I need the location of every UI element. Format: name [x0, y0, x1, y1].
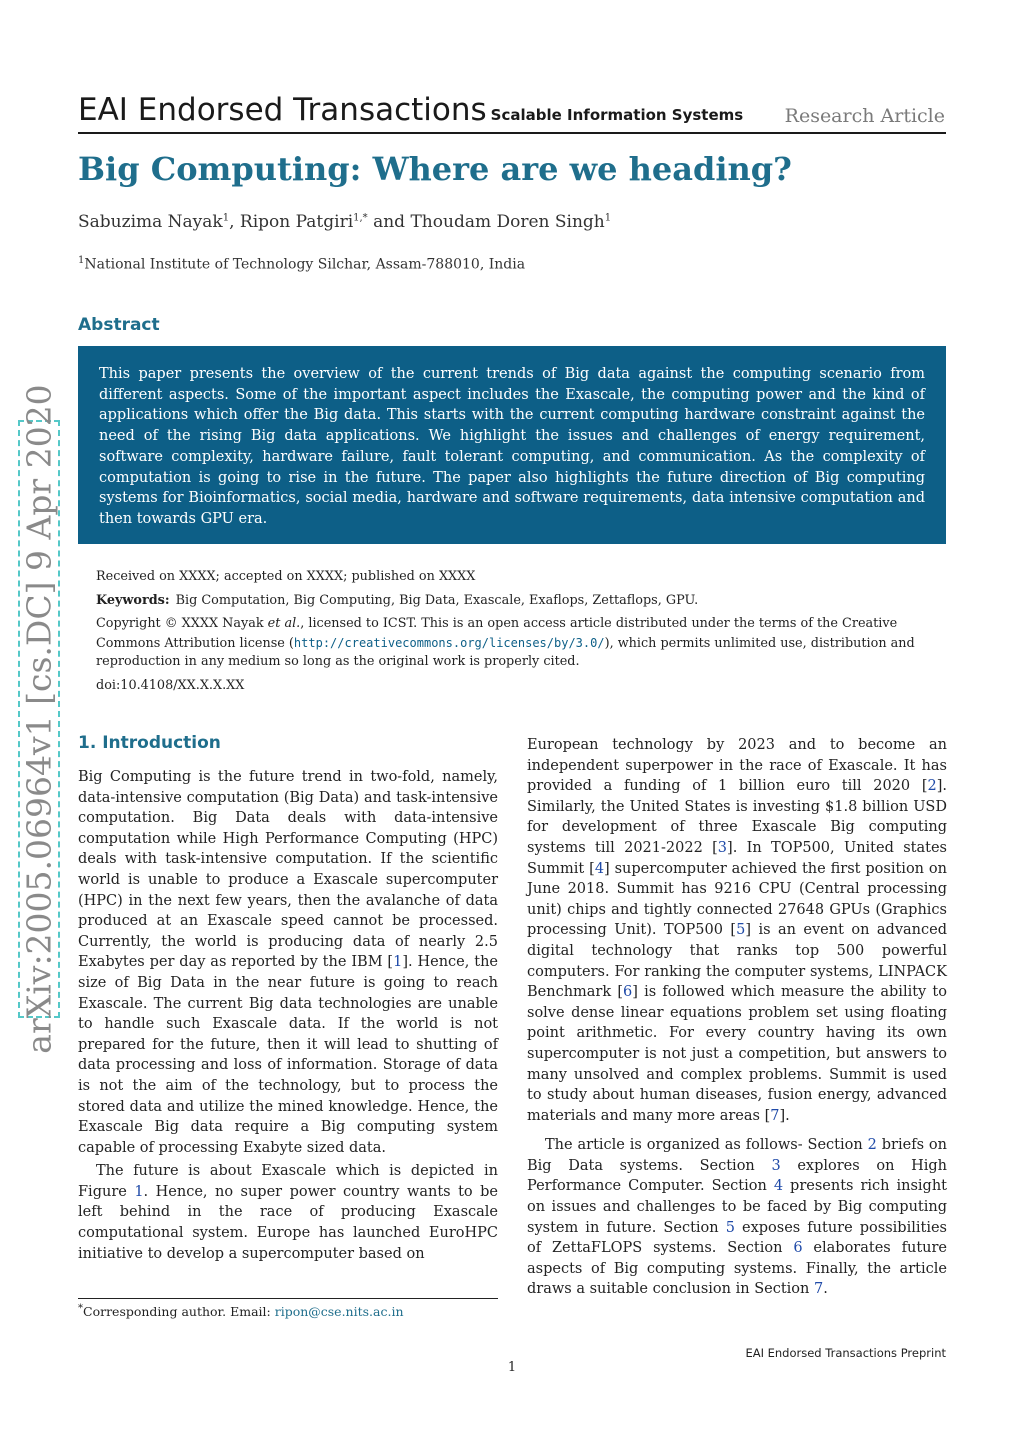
citation-link[interactable]: 1 [393, 954, 403, 971]
section-link[interactable]: 5 [725, 1219, 735, 1236]
section-link[interactable]: 2 [867, 1137, 877, 1154]
author-affil-mark: 1 [222, 212, 230, 224]
paragraph-text: ]. Hence, the size of Big Data in the near future is going to reach Exascale. The current Big data technologies are unable to handle such Exascale data. If the world is not prepared for the future, then it will lead to shutting of data processing and loss of information. Storage of data is not the aim of the technology, but to process the stored data and utilize the mined knowledge. Hence, the Exascale Big data require a Big computing system capable of processing Exabyte sized data. [78, 954, 498, 1156]
paragraph-text: Big Computing is the future trend in two-fold, namely, data-intensive computation (Big Data) and task-intensive computation. Big Data deals with data-intensive computation while High Performance Computing (HPC) deals with task-intensive computation. If the scientific world is unable to produce a Exascale supercomputer (HPC) in the next few years, then the avalanche of data produced at an Exascale speed cannot be processed. Currently, the world is producing data of nearly 2.5 Exabytes per day as reported by the IBM [ [78, 769, 498, 971]
footer-preprint: EAI Endorsed Transactions Preprint [745, 1346, 946, 1360]
article-meta [96, 568, 924, 700]
affiliation-mark: 1 [78, 255, 85, 266]
citation-link[interactable]: 7 [770, 1107, 780, 1124]
paragraph [527, 1135, 947, 1300]
paragraph-text: European technology by 2023 and to become an independent superpower in the race of Exascale. It has provided a funding of 1 billion euro till 2020 [ [527, 737, 947, 795]
paragraph [78, 1161, 498, 1264]
author-separator: and [367, 212, 411, 232]
arxiv-id: arXiv:2005.06964v1 [cs.DC] 9 Apr 2020 [19, 384, 59, 1054]
author-list [78, 212, 611, 232]
author-affil-mark: 1 [604, 212, 612, 224]
paragraph-text: ] is followed which measure the ability to solve dense linear equations problem set using floating point arithmetic. For every country having its own supercomputer is not just a competition, but answers to many unsolved and complex problems. Summit is used to study about human diseases, fusion energy, advanced materials and many more areas [ [527, 984, 947, 1124]
paragraph-text: ]. In TOP500, United states Summit [ [527, 839, 947, 877]
footnote-rule [78, 1298, 498, 1299]
citation-link[interactable]: 6 [623, 984, 633, 1001]
paragraph-text: ] is an event on advanced digital technology that ranks top 500 powerful computers. For ranking the computer systems, LINPACK Benchmark [ [527, 922, 947, 1001]
author-separator: , [229, 212, 240, 232]
author-name: Ripon Patgiri [239, 212, 354, 232]
section-heading-introduction: 1. Introduction [78, 733, 221, 753]
paragraph-text: ]. Similarly, the United States is investing $1.8 billion USD for development of three Exascale Big computing systems till 2021-2022 [ [527, 778, 947, 856]
citation-link[interactable]: 4 [594, 860, 605, 877]
received-line: Received on XXXX; accepted on XXXX; published on XXXX [96, 569, 476, 584]
keywords-line [96, 592, 924, 611]
doi-line: doi:10.4108/XX.X.X.XX [96, 677, 245, 693]
paragraph-text: The article is organized as follows- Section [545, 1137, 868, 1154]
journal-name: EAI Endorsed Transactions [78, 92, 487, 128]
section-link[interactable]: 4 [773, 1178, 784, 1195]
paragraph-text: ] supercomputer achieved the first position on June 2018. Summit has 9216 CPU (Central processing unit) chips and tightly connected 27648 GPUs (Graphics processing Unit). TOP500 [ [527, 860, 947, 939]
citation-link[interactable]: 3 [717, 839, 728, 856]
citation-link[interactable]: 5 [736, 922, 746, 939]
keywords-text: Big Computation, Big Computing, Big Data, Exascale, Exaflops, Zettaflops, GPU. [175, 592, 699, 608]
author-name: Sabuzima Nayak [78, 212, 223, 232]
paragraph-text: presents rich insight on issues and challenges to be faced by Big computing system in future. Section [527, 1178, 947, 1236]
copyright-etal: et al. [267, 616, 301, 631]
right-column [527, 735, 947, 1300]
email-link[interactable]: ripon@cse.nits.ac.in [274, 1304, 404, 1320]
footnote-text: Corresponding author. Email: [83, 1304, 275, 1320]
paragraph-text: The future is about Exascale which is depicted in Figure [78, 1163, 498, 1200]
paragraph [527, 735, 947, 1126]
copyright-text: Copyright © XXXX Nayak [96, 616, 268, 631]
paragraph-text: briefs on Big Data systems. Section [527, 1137, 947, 1174]
abstract-heading: Abstract [78, 315, 160, 335]
author-affil-mark: 1,* [353, 212, 368, 224]
paragraph-text: . Hence, no super power country wants to be left behind in the race of producing Exascale computational system. Europe has launched EuroHPC initiative to develop a supercomputer based on [78, 1183, 498, 1262]
footnote [78, 1303, 404, 1319]
arxiv-stamp[interactable] [18, 384, 60, 1054]
abstract-box [78, 346, 946, 544]
paragraph-text: exposes future possibilities of ZettaFLOPS systems. Section [527, 1219, 947, 1257]
left-column [78, 767, 498, 1264]
abstract-text: This paper presents the overview of the current trends of Big data against the computing scenario from different aspects. Some of the important aspect includes the Exascale, the computing power and the kind of applications which offer the Big data. This starts with the current computing hardware constraint against the need of the rising Big data applications. We highlight the issues and challenges of energy requirement, software complexity, hardware failure, fault tolerant computing, and communication. As the complexity of computation is going to rise in the future. The paper also highlights the future direction of Big computing systems for Bioinformatics, social media, hardware and software requirements, data intensive computation and then towards GPU era. [99, 366, 925, 527]
section-link[interactable]: 6 [793, 1240, 803, 1257]
copyright-line [96, 615, 924, 672]
paragraph-text: . [823, 1281, 828, 1298]
license-link[interactable]: http://creativecommons.org/licenses/by/3.0/ [293, 635, 605, 650]
section-link[interactable]: 3 [771, 1157, 781, 1174]
paragraph [78, 767, 498, 1158]
page-number: 1 [507, 1360, 517, 1375]
affiliation-text: National Institute of Technology Silchar, Assam-788010, India [84, 256, 526, 273]
copyright-text: ), which permits unlimited use, distribution and reproduction in any medium so long as the original work is properly cited. [96, 635, 915, 669]
journal-subtitle: Scalable Information Systems [490, 106, 744, 124]
keywords-label: Keywords: [96, 592, 170, 608]
article-type: Research Article [784, 105, 945, 127]
paragraph-text: explores on High Performance Computer. Section [527, 1157, 947, 1195]
copyright-text: , licensed to ICST. This is an open access article distributed under the terms of the Creative Commons Attribution license ( [96, 616, 898, 651]
paragraph-text: elaborates future aspects of Big computing systems. Finally, the article draws a suitable conclusion in Section [527, 1240, 947, 1298]
figure-link[interactable]: 1 [134, 1183, 144, 1200]
footnote-mark: * [78, 1303, 83, 1314]
author-name: Thoudam Doren Singh [410, 212, 605, 232]
journal-header [78, 92, 743, 128]
header-rule [78, 132, 946, 134]
section-link[interactable]: 7 [813, 1281, 824, 1298]
citation-link[interactable]: 2 [927, 778, 937, 795]
paper-title: Big Computing: Where are we heading? [78, 150, 792, 188]
paragraph-text: ]. [779, 1107, 790, 1124]
affiliation [78, 255, 525, 273]
